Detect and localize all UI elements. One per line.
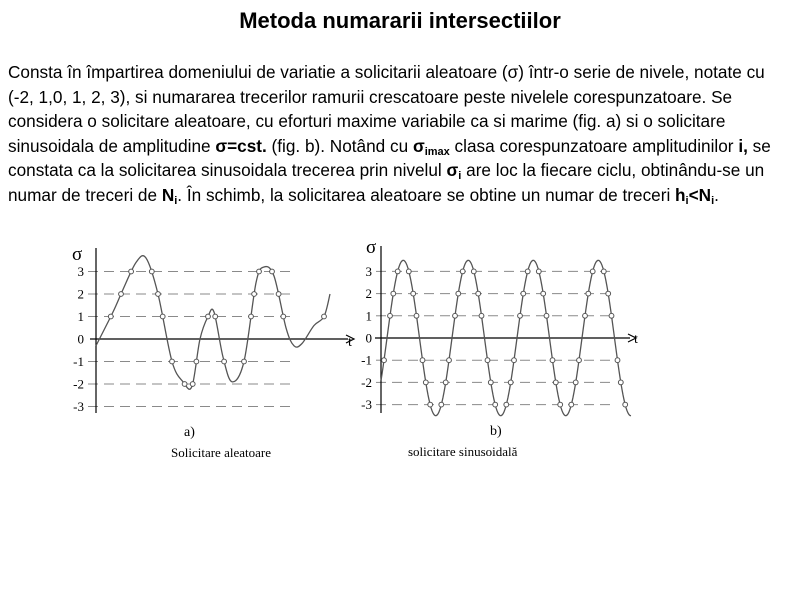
crossing-marker xyxy=(423,380,428,385)
crossing-marker xyxy=(586,291,591,296)
sigma-i-subscript: i xyxy=(458,170,462,183)
N2-subscript: i xyxy=(711,194,715,207)
level-label: -1 xyxy=(361,352,372,368)
crossing-marker xyxy=(388,313,393,318)
crossing-marker xyxy=(536,269,541,274)
crossing-marker xyxy=(249,314,254,319)
i-term: i, xyxy=(738,135,748,156)
N-base: N xyxy=(161,184,175,205)
text-segment: clasa corespunzatoare amplitudinilor xyxy=(449,135,739,156)
crossing-marker xyxy=(471,269,476,274)
crossing-marker xyxy=(590,269,595,274)
crossing-marker xyxy=(601,269,606,274)
level-label: -2 xyxy=(361,374,372,390)
crossing-marker xyxy=(160,314,165,319)
h-subscript: i xyxy=(685,194,689,207)
level-label: 3 xyxy=(365,263,372,279)
crossing-marker xyxy=(252,292,257,297)
text-segment: Consta în împartirea domeniului de variatie a solicitarii aleatoare ( xyxy=(8,62,508,82)
crossing-marker xyxy=(550,358,555,363)
crossing-marker xyxy=(242,359,247,364)
level-label: 3 xyxy=(77,264,84,279)
crossing-marker xyxy=(270,269,275,274)
text-segment: ) într-o serie de nivele, notate cu (-2, 1,0, 1, 2, 3), si numararea trecerilor ramurii crescatoare peste nivelele corespunzatoare. Se considera o solicitare aleatoare, cu eforturi maxime variabile ca si marime (fig. a) si o solicitare sinusoidala de amplitudine xyxy=(8,62,765,156)
crossing-marker xyxy=(276,292,281,297)
N-i-symbol xyxy=(162,185,177,205)
crossing-marker xyxy=(573,380,578,385)
crossing-marker xyxy=(577,358,582,363)
crossing-marker xyxy=(508,380,513,385)
text-segment: are loc la fiecare ciclu, obtinându-se un numar de treceri de xyxy=(8,160,765,205)
sigma-axis-label: σ xyxy=(72,244,83,265)
level-label: 1 xyxy=(77,309,84,324)
crossing-marker xyxy=(476,291,481,296)
t-axis-label: t xyxy=(634,332,638,347)
crossing-marker xyxy=(525,269,530,274)
crossing-marker xyxy=(322,314,327,319)
level-label: 2 xyxy=(365,286,372,302)
crossing-marker xyxy=(281,314,286,319)
text-segment: . În schimb, la solicitarea aleatoare se obtine un numar de treceri xyxy=(177,184,676,205)
crossing-marker xyxy=(447,358,452,363)
crossing-marker xyxy=(443,380,448,385)
crossing-marker xyxy=(406,269,411,274)
crossing-marker xyxy=(569,402,574,407)
load-curve xyxy=(96,256,330,390)
t-axis-label: t xyxy=(348,335,352,350)
level-label: 0 xyxy=(365,330,372,346)
crossing-marker xyxy=(541,291,546,296)
crossing-marker xyxy=(222,359,227,364)
crossing-marker xyxy=(504,402,509,407)
crossing-marker xyxy=(391,291,396,296)
sigma-const-term: σ=cst. xyxy=(215,135,267,156)
crossing-marker xyxy=(512,358,517,363)
sigma-axis-label: σ xyxy=(366,238,377,258)
crossing-marker xyxy=(190,382,195,387)
crossing-marker xyxy=(420,358,425,363)
crossing-marker xyxy=(170,359,175,364)
crossing-marker xyxy=(456,291,461,296)
crossing-marker xyxy=(493,402,498,407)
sigma-i-base: σ xyxy=(446,160,459,181)
sigma-i-symbol xyxy=(446,160,462,183)
crossing-marker xyxy=(460,269,465,274)
panel-label-b: b) xyxy=(490,424,502,439)
level-label: -2 xyxy=(73,376,84,392)
sigma-imax-symbol xyxy=(413,136,450,156)
crossing-marker xyxy=(129,269,134,274)
level-label: -3 xyxy=(73,399,84,414)
slide-title: Metoda numararii intersectiilor xyxy=(239,8,561,33)
crossing-marker xyxy=(382,358,387,363)
crossing-marker xyxy=(518,313,523,318)
crossing-marker xyxy=(149,269,154,274)
figure-random-load xyxy=(58,238,358,463)
level-label: 2 xyxy=(77,286,84,302)
h-base: h xyxy=(675,184,686,205)
crossing-marker xyxy=(257,269,262,274)
level-labels xyxy=(361,264,372,412)
level-label: -1 xyxy=(73,354,84,369)
crossing-marker xyxy=(194,359,199,364)
crossing-marker xyxy=(156,292,161,297)
sigma-imax-base: σ xyxy=(412,135,425,156)
level-label: 0 xyxy=(77,331,84,347)
caption-sinusoidal-load: solicitare sinusoidală xyxy=(408,444,518,459)
crossing-marker xyxy=(439,402,444,407)
crossing-marker xyxy=(453,313,458,318)
sigma-symbol: σ xyxy=(507,62,519,82)
level-label: -3 xyxy=(361,397,372,413)
crossing-marker xyxy=(479,313,484,318)
caption-random-load: Solicitare aleatoare xyxy=(171,445,271,460)
text-segment: . xyxy=(714,184,719,205)
crossing-marker xyxy=(428,402,433,407)
crossing-marker xyxy=(488,380,493,385)
crossing-marker xyxy=(411,291,416,296)
crossing-marker xyxy=(521,291,526,296)
body-paragraph xyxy=(8,60,792,208)
crossing-marker xyxy=(623,402,628,407)
crossing-marker xyxy=(414,313,419,318)
crossing-marker xyxy=(558,402,563,407)
lt-N: <N xyxy=(688,184,712,205)
crossing-marker xyxy=(615,358,620,363)
crossing-marker xyxy=(206,314,211,319)
crossing-marker xyxy=(485,358,490,363)
crossing-marker xyxy=(108,314,113,319)
level-label: 1 xyxy=(365,308,372,324)
sigma-imax-subscript: imax xyxy=(424,145,450,158)
sinusoidal-load-diagram xyxy=(358,238,658,463)
crossing-marker xyxy=(395,269,400,274)
random-load-curve xyxy=(96,256,330,390)
N-subscript: i xyxy=(174,194,178,207)
crossing-marker xyxy=(609,313,614,318)
crossing-marker xyxy=(182,382,187,387)
crossing-marker xyxy=(544,313,549,318)
panel-label-a: a) xyxy=(184,425,195,440)
crossing-marker xyxy=(553,380,558,385)
text-segment: se constata ca la solicitarea sinusoidala trecerea prin nivelul xyxy=(8,135,771,181)
crossing-marker xyxy=(606,291,611,296)
figure-sinusoidal-load xyxy=(358,238,658,463)
crossing-marker xyxy=(583,313,588,318)
h-lt-N-expression xyxy=(675,185,714,205)
level-labels xyxy=(73,264,84,414)
random-load-diagram xyxy=(58,238,358,463)
crossing-marker xyxy=(618,380,623,385)
crossing-marker xyxy=(119,292,124,297)
crossing-marker xyxy=(213,314,218,319)
text-segment: (fig. b). Notând cu xyxy=(266,135,413,156)
